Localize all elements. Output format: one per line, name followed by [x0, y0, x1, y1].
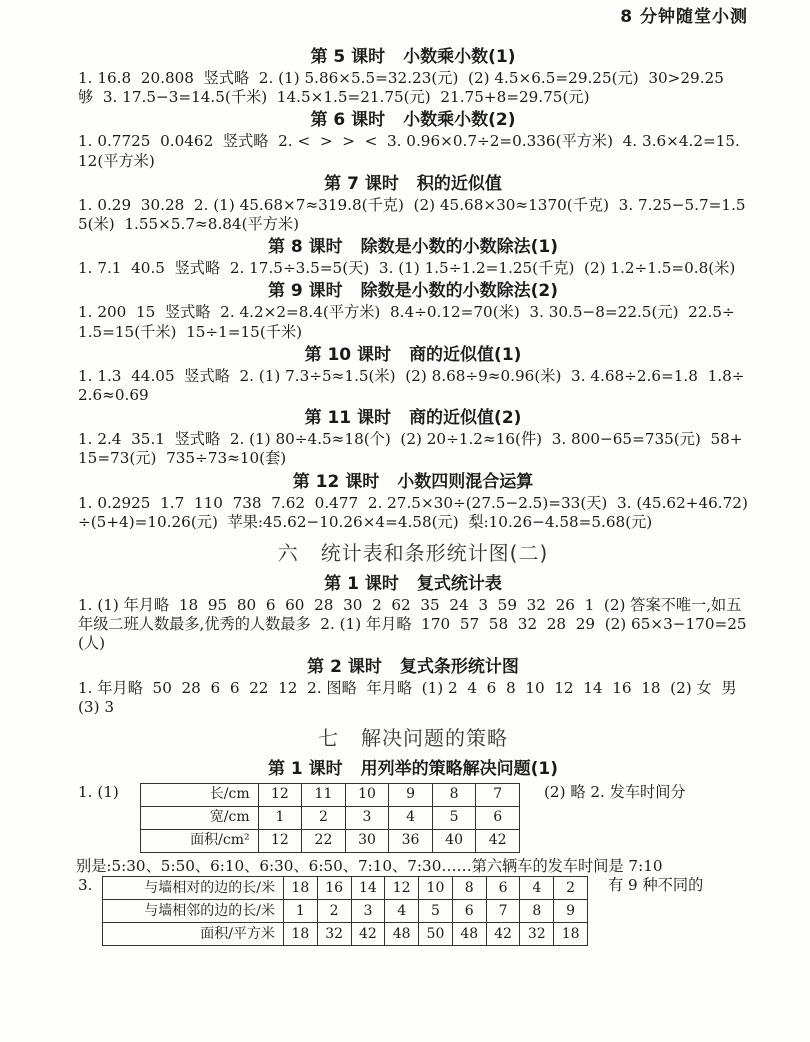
unit-seven-heading [78, 723, 748, 753]
lesson-number: 第 7 课时 [324, 173, 399, 194]
page-header: 8 分钟随堂小测 [620, 7, 748, 27]
lesson-number: 第 12 课时 [292, 471, 380, 492]
lesson-title: 小数四则混合运算 [397, 471, 534, 492]
table-cell: 3 [345, 807, 389, 830]
table-cell: 22 [302, 830, 346, 853]
lesson-heading [78, 235, 748, 259]
lesson-number: 第 1 课时 [267, 759, 343, 780]
lesson-answer: 1. 0.7725 0.0462 竖式略 2. < > > < 3. 0.96×0.7÷2=0.336(平方米) 4. 3.6×4.2=15.12(平方米) [78, 132, 740, 170]
lesson-title: 商的近似值(2) [409, 408, 522, 429]
table-cell: 32 [317, 923, 351, 946]
lesson-number: 第 2 课时 [307, 656, 382, 677]
unit-title: 统计表和条形统计图(二) [320, 541, 549, 566]
lesson-answer: 1. 年月略 50 28 6 6 22 12 2. 图略 年月略 (1) 2 4 6 8 10 12 14 16 18 (2) 女 男 (3) 3 [78, 678, 747, 716]
table-cell: 1 [258, 807, 302, 830]
q2-answer: 别是:5:30、5:50、6:10、6:30、6:50、7:10、7:30……第六辆车的发车时间是 7:10 [76, 857, 663, 876]
table-cell: 42 [351, 923, 385, 946]
table-cell: 18 [283, 877, 317, 900]
table-cell: 12 [385, 877, 419, 900]
row-header: 与墙相邻的边的长/米 [103, 900, 284, 923]
table-cell: 6 [476, 807, 520, 830]
table-cell: 9 [389, 784, 433, 807]
lesson-title: 复式条形统计图 [399, 656, 519, 677]
lesson-heading [78, 108, 748, 132]
table-cell: 6 [486, 877, 520, 900]
row-header: 与墙相对的边的长/米 [103, 877, 284, 900]
table-cell: 2 [317, 900, 351, 923]
table-cell: 16 [317, 877, 351, 900]
lesson-title: 复式统计表 [416, 574, 502, 595]
table-row [141, 830, 520, 853]
table-cell: 42 [486, 923, 520, 946]
lesson-heading [78, 470, 748, 494]
q3-prefix: 3. [78, 876, 93, 895]
lesson-answer: 1. 0.2925 1.7 110 738 7.62 0.477 2. 27.5×30÷(27.5−2.5)=33(天) 3. (45.62+46.72)÷(5+4)=10.26(元) 苹果:45.62−10.26×4=4.58(元) 梨:10.26−4.58=5.68(元) [78, 493, 748, 531]
unit-number: 六 [277, 541, 299, 566]
q3-block [78, 876, 748, 946]
q1-block [78, 783, 748, 853]
table-cell: 7 [476, 784, 520, 807]
lesson-number: 第 8 课时 [267, 237, 343, 258]
q1-prefix: 1. (1) [78, 783, 119, 802]
lesson-answer: 1. (1) 年月略 18 95 80 6 60 28 30 2 62 35 24 3 59 32 26 1 (2) 答案不唯一,如五年级二班人数最多,优秀的人数最多 2. (1) 年月略 170 57 58 32 28 29 (2) 65×3−170=25(人) [78, 596, 747, 653]
lesson-answer: 1. 16.8 20.808 竖式略 2. (1) 5.86×5.5=32.23(元) (2) 4.5×6.5=29.25(元) 30>29.25 够 3. 17.5−3=14.5(千米) 14.5×1.5=21.75(元) 21.75+8=29.75(元) [78, 69, 734, 107]
table-cell: 5 [419, 900, 453, 923]
lesson-number: 第 10 课时 [304, 344, 392, 365]
table-cell: 2 [302, 807, 346, 830]
table-row [103, 900, 588, 923]
table-cell: 8 [520, 900, 554, 923]
lesson-title: 小数乘小数(2) [403, 110, 516, 131]
table-cell: 18 [554, 923, 588, 946]
answer-content [78, 44, 748, 946]
q3-suffix: 有 9 种不同的 [608, 876, 704, 895]
unit-number: 七 [318, 726, 339, 751]
table-cell: 1 [283, 900, 317, 923]
lesson-number: 第 1 课时 [324, 574, 399, 595]
table-cell: 8 [432, 784, 476, 807]
q3-table [102, 876, 588, 946]
lesson-answer: 1. 7.1 40.5 竖式略 2. 17.5÷3.5=5(天) 3. (1) 1.5÷1.2=1.25(千克) (2) 1.2÷1.5=0.8(米) [78, 259, 736, 278]
unit-title: 解决问题的策略 [361, 726, 508, 751]
table-cell: 10 [419, 877, 453, 900]
q1-suffix: (2) 略 2. 发车时间分 [544, 783, 686, 802]
lesson-title: 商的近似值(1) [409, 344, 522, 365]
lesson-heading [78, 172, 748, 196]
table-cell: 14 [351, 877, 385, 900]
lesson-number: 第 6 课时 [310, 110, 386, 131]
table-cell: 42 [476, 830, 520, 853]
row-header: 宽/cm [141, 807, 259, 830]
lesson-number: 第 5 课时 [310, 47, 386, 67]
table-cell: 36 [389, 830, 433, 853]
row-header: 面积/cm² [141, 830, 259, 853]
lesson-heading [78, 343, 748, 367]
lesson-number: 第 9 课时 [267, 281, 343, 302]
table-cell: 10 [345, 784, 389, 807]
table-cell: 50 [419, 923, 453, 946]
table-cell: 4 [520, 877, 554, 900]
table-cell: 8 [452, 877, 486, 900]
lesson-answer: 1. 2.4 35.1 竖式略 2. (1) 80÷4.5≈18(个) (2) 20÷1.2≈16(件) 3. 800−65=735(元) 58+15=73(元) 735÷73≈10(套) [78, 430, 743, 468]
lesson-title: 小数乘小数(1) [403, 47, 516, 67]
lesson-title: 除数是小数的小数除法(1) [360, 237, 559, 258]
row-header: 面积/平方米 [103, 923, 284, 946]
lesson-heading [78, 572, 748, 596]
lesson-answer: 1. 200 15 竖式略 2. 4.2×2=8.4(平方米) 8.4÷0.12=70(米) 3. 30.5−8=22.5(元) 22.5÷1.5=15(千米) 15÷1=15(千米) [78, 303, 735, 341]
section-list [78, 45, 748, 532]
table-cell: 30 [345, 830, 389, 853]
table-cell: 32 [520, 923, 554, 946]
table-cell: 40 [432, 830, 476, 853]
table-cell: 4 [389, 807, 433, 830]
q1-table [140, 783, 520, 853]
table-cell: 5 [432, 807, 476, 830]
lesson-answer: 1. 0.29 30.28 2. (1) 45.68×7≈319.8(千克) (2) 45.68×30≈1370(千克) 3. 7.25−5.7=1.55(米) 1.55×5.7≈8.84(平方米) [78, 195, 746, 234]
table-cell: 48 [385, 923, 419, 946]
table-cell: 18 [283, 923, 317, 946]
table-cell: 3 [351, 900, 385, 923]
table-cell: 4 [385, 900, 419, 923]
table-row [141, 784, 520, 807]
table-cell: 2 [554, 877, 588, 900]
table-row [141, 807, 520, 830]
table-cell: 12 [258, 784, 302, 807]
lesson-heading [78, 279, 748, 303]
lesson-title: 除数是小数的小数除法(2) [360, 281, 559, 302]
lesson-title: 用列举的策略解决问题(1) [360, 759, 559, 780]
table-cell: 7 [486, 900, 520, 923]
table-cell: 11 [302, 784, 346, 807]
lesson-heading [78, 757, 748, 781]
section-list-unit6 [78, 572, 748, 717]
row-header: 长/cm [141, 784, 259, 807]
table-cell: 9 [554, 900, 588, 923]
lesson-heading [78, 45, 748, 69]
lesson-answer: 1. 1.3 44.05 竖式略 2. (1) 7.3÷5≈1.5(米) (2) 8.68÷9≈0.96(米) 3. 4.68÷2.6=1.8 1.8÷2.6≈0.69 [78, 366, 745, 405]
lesson-heading [78, 406, 748, 430]
lesson-title: 积的近似值 [416, 173, 502, 194]
table-cell: 12 [258, 830, 302, 853]
table-cell: 6 [452, 900, 486, 923]
table-row [103, 923, 588, 946]
table-cell: 48 [452, 923, 486, 946]
lesson-number: 第 11 课时 [304, 408, 392, 429]
unit-six-heading [78, 538, 748, 568]
table-row [103, 877, 588, 900]
lesson-heading [78, 655, 748, 679]
